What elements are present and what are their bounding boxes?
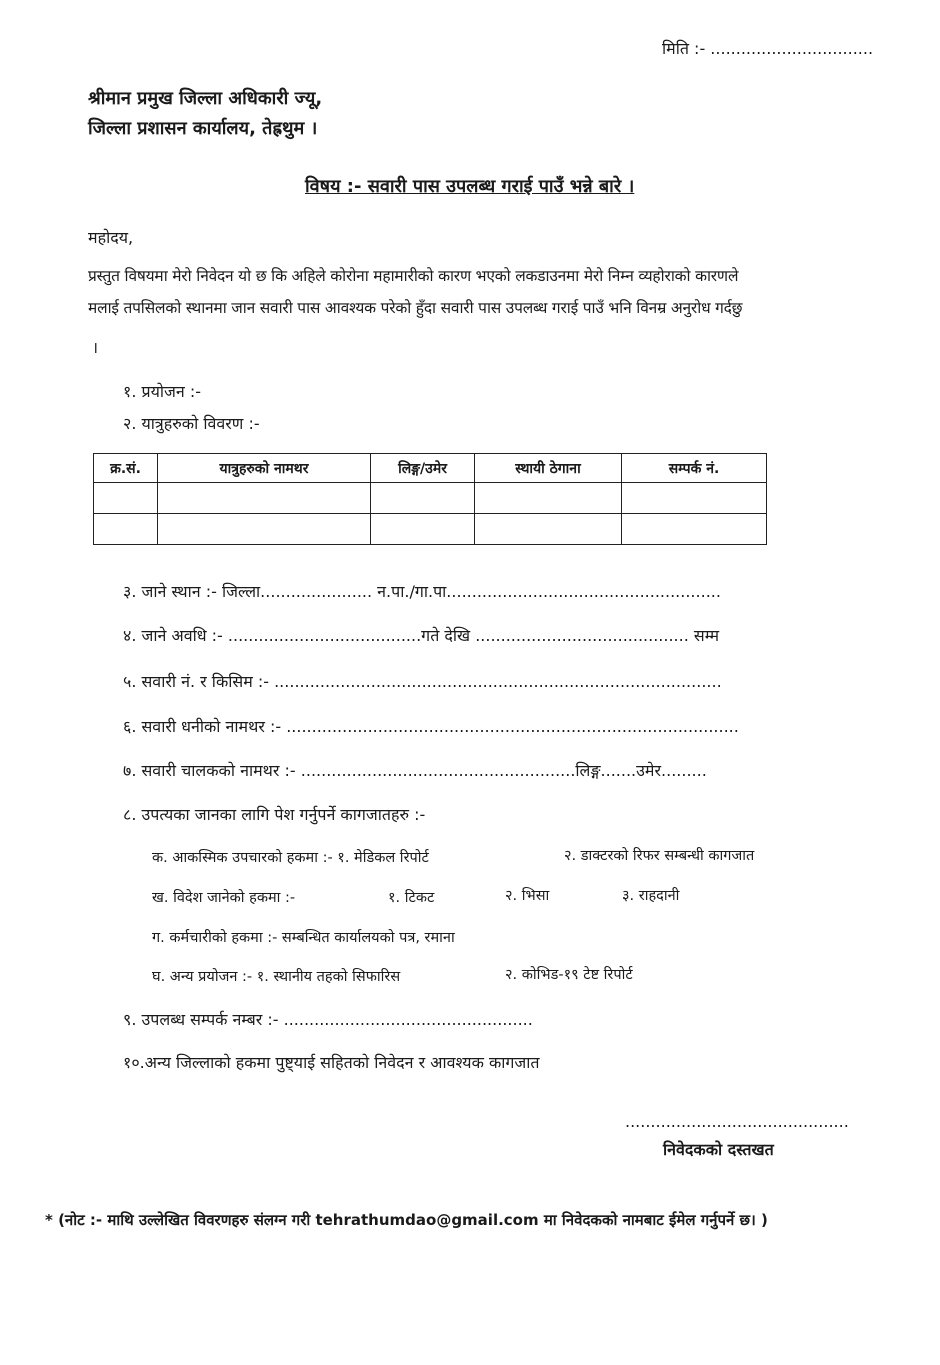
header-name: यात्रुहरुको नामथर <box>158 454 371 483</box>
subject: विषय :- सवारी पास उपलब्ध गराई पाउँ भन्ने बारे । <box>305 176 635 197</box>
doc-employee: ग. कर्मचारीको हकमा :- सम्बन्धित कार्यालयको पत्र, रमाना <box>152 930 455 946</box>
item-other-district: १०.अन्य जिल्लाको हकमा पुष्ट्याई सहितको निवेदन र आवश्यक कागजात <box>123 1053 540 1072</box>
salutation: महोदय, <box>88 228 134 247</box>
table-row <box>94 514 767 545</box>
doc-abroad-ticket: १. टिकट <box>388 890 435 906</box>
item-vehicle-number[interactable]: ५. सवारी नं. र किसिम :- ........................................................................................ <box>123 672 722 691</box>
passenger-table <box>93 453 767 545</box>
table-cell[interactable] <box>158 483 371 514</box>
doc-abroad: ख. विदेश जानेको हकमा :- <box>152 890 296 906</box>
body-line-3: । <box>92 338 99 357</box>
addressee-line-2: जिल्ला प्रशासन कार्यालय, तेह्रथुम । <box>88 118 318 139</box>
item-destination[interactable]: ३. जाने स्थान :- जिल्ला...................... न.पा./गा.पा...................................................... <box>123 582 721 601</box>
item-purpose: १. प्रयोजन :- <box>123 382 202 401</box>
table-row <box>94 483 767 514</box>
signature-line[interactable]: ............................................ <box>625 1112 849 1131</box>
header-gender-age: लिङ्ग/उमेर <box>371 454 475 483</box>
table-cell[interactable] <box>622 483 767 514</box>
item-documents: ८. उपत्यका जानका लागि पेश गर्नुपर्ने कागजातहरु :- <box>123 805 426 824</box>
item-passengers: २. यात्रुहरुको विवरण :- <box>123 414 260 433</box>
doc-other-covid: २. कोभिड-१९ टेष्ट रिपोर्ट <box>505 967 633 983</box>
table-cell[interactable] <box>94 514 158 545</box>
body-line-1: प्रस्तुत विषयमा मेरो निवेदन यो छ कि अहिले कोरोना महामारीको कारण भएको लकडाउनमा मेरो निम्न व्यहोराको कारणले <box>88 267 739 285</box>
header-contact: सम्पर्क नं. <box>622 454 767 483</box>
table-cell[interactable] <box>622 514 767 545</box>
item-driver[interactable]: ७. सवारी चालकको नामथर :- ......................................................लिङ्ग.......उमेर......... <box>123 761 707 780</box>
addressee-line-1: श्रीमान प्रमुख जिल्ला अधिकारी ज्यू, <box>88 88 323 109</box>
date-field[interactable]: मिति :- ................................ <box>662 39 874 58</box>
doc-emergency: क. आकस्मिक उपचारको हकमा :- १. मेडिकल रिपोर्ट <box>152 850 429 866</box>
doc-emergency-2: २. डाक्टरको रिफर सम्बन्धी कागजात <box>564 848 755 864</box>
header-serial: क्र.सं. <box>94 454 158 483</box>
signature-label: निवेदकको दस्तखत <box>663 1140 774 1159</box>
table-cell[interactable] <box>94 483 158 514</box>
doc-abroad-visa: २. भिसा <box>505 888 550 904</box>
item-vehicle-owner[interactable]: ६. सवारी धनीको नामथर :- ......................................................................................... <box>123 717 739 736</box>
header-address: स्थायी ठेगाना <box>475 454 622 483</box>
note: * (नोट :- माथि उल्लेखित विवरणहरु संलग्न गरी tehrathumdao@gmail.com मा निवेदकको नामबाट ईमेल गर्नुपर्ने छ। ) <box>45 1211 768 1229</box>
doc-abroad-passport: ३. राहदानी <box>622 888 680 904</box>
table-cell[interactable] <box>371 514 475 545</box>
table-cell[interactable] <box>371 483 475 514</box>
table-cell[interactable] <box>475 514 622 545</box>
body-line-2: मलाई तपसिलको स्थानमा जान सवारी पास आवश्यक परेको हुँदा सवारी पास उपलब्ध गराई पाउँ भनि विनम्र अनुरोध गर्दछु <box>88 299 743 317</box>
doc-other: घ. अन्य प्रयोजन :- १. स्थानीय तहको सिफारिस <box>152 969 401 985</box>
table-cell[interactable] <box>158 514 371 545</box>
table-header-row <box>94 454 767 483</box>
table-cell[interactable] <box>475 483 622 514</box>
item-duration[interactable]: ४. जाने अवधि :- ......................................गते देखि .......................................... सम्म <box>123 626 720 645</box>
item-contact[interactable]: ९. उपलब्ध सम्पर्क नम्बर :- ................................................. <box>123 1010 533 1029</box>
